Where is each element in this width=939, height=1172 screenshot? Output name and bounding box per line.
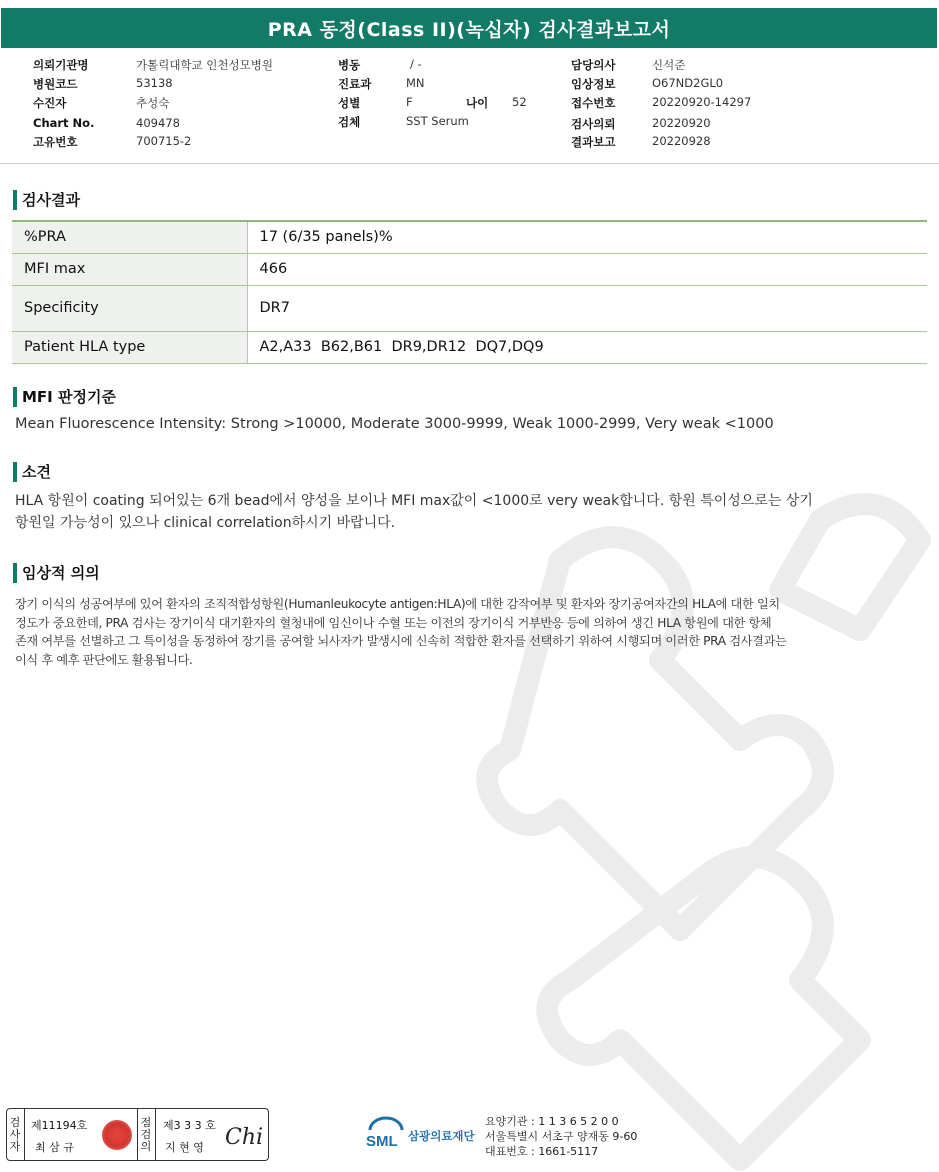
patient-name-value: 추성숙 <box>136 96 170 110</box>
receipt-no-label: 접수번호 <box>571 96 616 110</box>
inspector-license: 제11194호 <box>31 1119 88 1132</box>
opinion-line: HLA 항원이 coating 되어있는 6개 bead에서 양성을 보이나 MFI max값이 <1000로 very weak합니다. 항원 특이성으로는 상기 <box>15 493 813 509</box>
clinical-info-label: 임상정보 <box>571 77 616 91</box>
table-row <box>12 221 927 253</box>
clinical-line: 이식 후 예후 판단에도 활용됩니다. <box>15 652 193 667</box>
reviewer-license: 제3 3 3 호 <box>163 1119 216 1132</box>
clinical-line: 존재 여부를 선별하고 그 특이성을 동정하여 장기를 공여할 뇌사자가 발생시에 신속히 적합한 환자를 선택하기 위하여 시행되며 이러한 PRA 검사결과는 <box>15 634 787 648</box>
section-marker <box>13 387 17 407</box>
svg-text:SML: SML <box>366 1133 398 1150</box>
org-name: 삼광의료재단 <box>408 1129 475 1143</box>
mfi-max-label: MFI max <box>12 253 247 285</box>
unique-id-label: 고유번호 <box>33 135 78 149</box>
test-request-date-value: 20220920 <box>652 116 711 130</box>
age-value: 52 <box>512 95 527 109</box>
inspector-seal-stamp <box>102 1120 132 1150</box>
section-test-results <box>13 189 80 210</box>
requesting-institution-value: 가톨릭대학교 인천성모병원 <box>136 58 273 72</box>
result-report-date-value: 20220928 <box>652 134 711 148</box>
org-phone: 대표번호 : 1661-5117 <box>485 1145 599 1158</box>
section-opinion-title: 소견 <box>22 463 51 481</box>
chart-no-label: Chart No. <box>33 116 95 130</box>
table-row <box>12 253 927 285</box>
hospital-code-label: 병원코드 <box>33 77 78 91</box>
signature-box <box>6 1108 269 1161</box>
specimen-label: 검체 <box>338 115 361 129</box>
section-clinical-significance-title: 임상적 의의 <box>22 564 100 582</box>
specificity-value: DR7 <box>247 285 927 331</box>
section-clinical-significance <box>13 562 100 583</box>
hospital-code-value: 53138 <box>136 76 173 90</box>
reviewer-signature: Chi <box>225 1125 264 1150</box>
patient-info-header <box>0 52 939 164</box>
department-value: MN <box>406 76 425 90</box>
results-table <box>12 220 927 364</box>
ward-value: / - <box>410 57 422 71</box>
department-label: 진료과 <box>338 77 372 91</box>
patient-hla-type-label: Patient HLA type <box>12 331 247 363</box>
divider <box>155 1109 156 1160</box>
section-marker <box>13 462 17 482</box>
clinical-line: 정도가 중요한데, PRA 검사는 장기이식 대기환자의 혈청내에 임신이나 수혈 또는 이전의 장기이식 거부반응 등에 의하여 생긴 HLA 항원에 대한 항체 <box>15 615 772 630</box>
sml-logo <box>366 1114 475 1150</box>
reviewer-name: 지 현 영 <box>165 1141 204 1154</box>
test-request-date-label: 검사의뢰 <box>571 117 616 131</box>
opinion-text <box>15 490 813 534</box>
sex-value: F <box>406 95 413 109</box>
patient-name-label: 수진자 <box>33 96 67 110</box>
age-label: 나이 <box>466 96 489 110</box>
result-report-date-label: 결과보고 <box>571 135 616 149</box>
opinion-line: 항원일 가능성이 있으나 clinical correlation하시기 바랍니다. <box>15 515 396 531</box>
pra-value: 17 (6/35 panels)% <box>247 221 927 253</box>
unique-id-value: 700715-2 <box>136 134 192 148</box>
section-opinion <box>13 461 51 482</box>
org-code: 요양기관 : 1 1 3 6 5 2 0 0 <box>485 1115 619 1128</box>
mfi-criteria-text: Mean Fluorescence Intensity: Strong >10000, Moderate 3000-9999, Weak 1000-2999, Very weak <1000 <box>15 416 774 432</box>
chart-no-value: 409478 <box>136 116 180 130</box>
divider <box>137 1109 138 1160</box>
attending-physician-value: 신석준 <box>652 58 686 72</box>
receipt-no-value: 20220920-14297 <box>652 95 752 109</box>
report-title: PRA 동정(Class II)(녹십자) 검사결과보고서 <box>267 18 671 41</box>
section-mfi-criteria-title: MFI 판정기준 <box>22 388 116 406</box>
reviewer-label: 점검의 <box>140 1116 152 1153</box>
divider <box>24 1109 25 1160</box>
sml-logo-icon <box>366 1114 406 1150</box>
specificity-label: Specificity <box>12 285 247 331</box>
table-row <box>12 331 927 363</box>
pra-label: %PRA <box>12 221 247 253</box>
specimen-value: SST Serum <box>406 114 469 128</box>
section-mfi-criteria <box>13 386 116 407</box>
report-title-bar <box>1 8 937 48</box>
clinical-line: 장기 이식의 성공여부에 있어 환자의 조직적합성항원(Humanleukocyte antigen:HLA)에 대한 감작여부 및 환자와 장기공여자간의 HLA에 대한 일치 <box>15 597 780 611</box>
section-marker <box>13 190 17 210</box>
table-row <box>12 285 927 331</box>
mfi-max-value: 466 <box>247 253 927 285</box>
attending-physician-label: 담당의사 <box>571 58 616 72</box>
section-test-results-title: 검사결과 <box>22 191 80 209</box>
requesting-institution-label: 의뢰기관명 <box>33 58 89 72</box>
patient-hla-type-value: A2,A33 B62,B61 DR9,DR12 DQ7,DQ9 <box>247 331 927 363</box>
inspector-label: 검사자 <box>9 1116 21 1153</box>
sex-label: 성별 <box>338 96 361 110</box>
clinical-significance-text <box>15 595 786 669</box>
ward-label: 병동 <box>338 58 361 72</box>
inspector-name: 최 삼 규 <box>35 1141 74 1154</box>
section-marker <box>13 563 17 583</box>
clinical-info-value: O67ND2GL0 <box>652 76 724 90</box>
org-address: 서울특별시 서초구 양재동 9-60 <box>485 1130 638 1143</box>
org-contact-info <box>485 1114 637 1159</box>
